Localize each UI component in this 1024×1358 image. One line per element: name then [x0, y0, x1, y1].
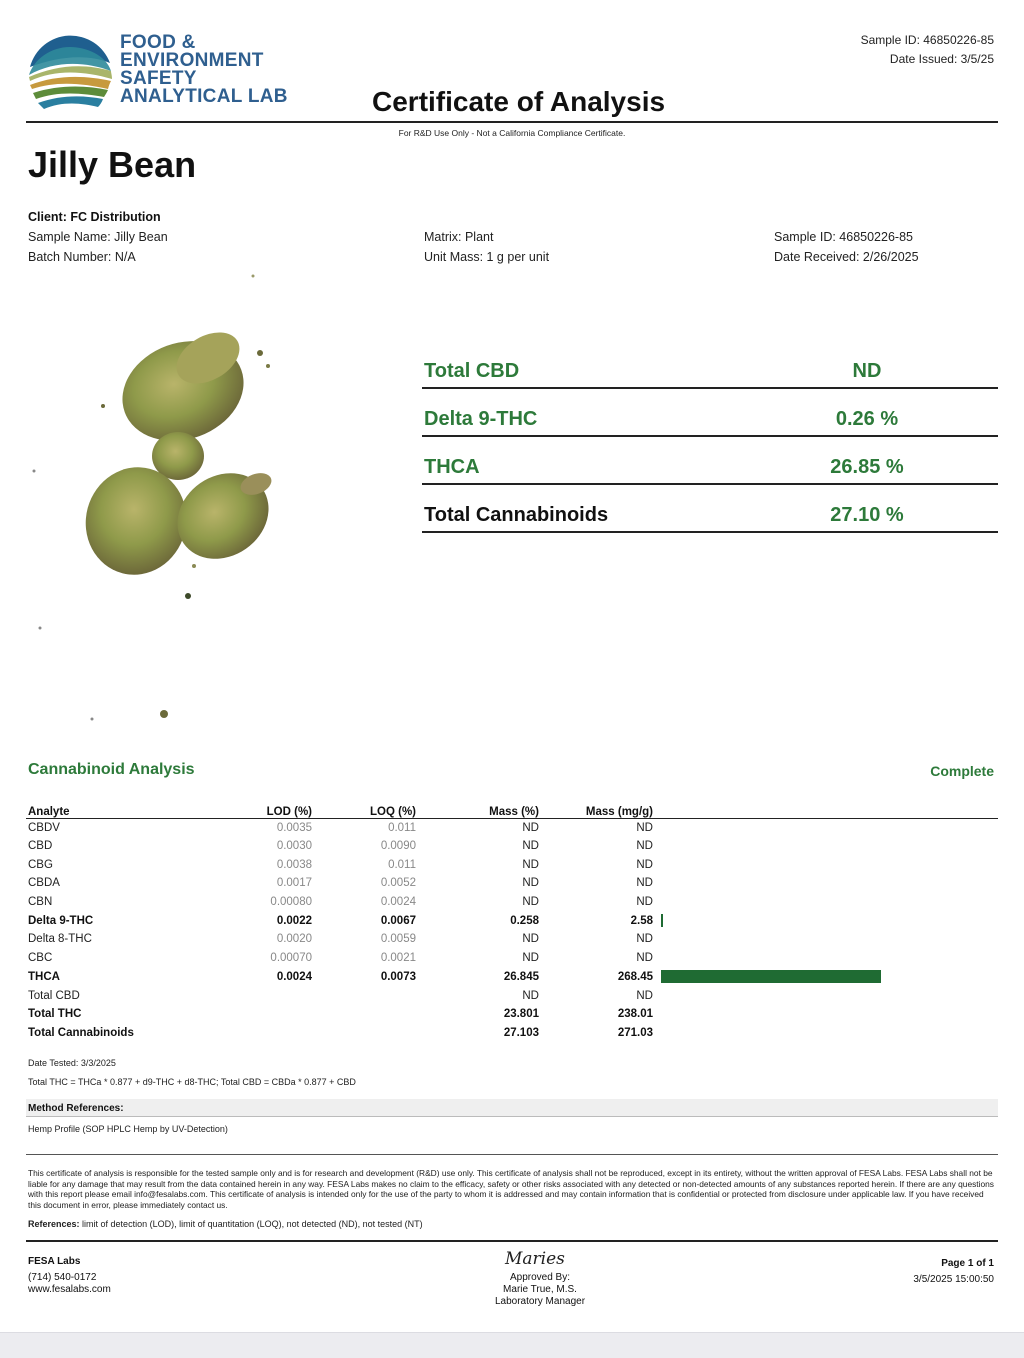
- bar-cell: [655, 818, 998, 837]
- bar-cell: [655, 911, 998, 930]
- page-info: [913, 1256, 994, 1288]
- header-divider: [26, 121, 998, 123]
- sample-name: Sample Name: Jilly Bean: [28, 230, 168, 244]
- analyte-cell: Delta 8-THC: [28, 933, 92, 946]
- mass-mg-cell: 271.03: [617, 1026, 653, 1039]
- summary-value: 27.10 %: [830, 504, 904, 526]
- summary-row-total-cannabinoids: [422, 485, 998, 533]
- summary-label: Total Cannabinoids: [424, 504, 609, 526]
- cannabinoid-table: [26, 801, 998, 1042]
- summary-row-delta9-thc: [422, 389, 998, 437]
- loq-cell: 0.0052: [380, 877, 416, 890]
- bar-cell: [655, 1005, 998, 1024]
- loq-cell: 0.0067: [380, 914, 416, 927]
- analyte-cell: CBDA: [28, 877, 60, 890]
- analyte-cell: Total THC: [28, 1008, 82, 1021]
- mass-pct-cell: ND: [522, 933, 539, 946]
- logo-line: FOOD &: [120, 32, 196, 53]
- references-label: References:: [28, 1219, 80, 1229]
- loq-cell: 0.011: [388, 821, 416, 834]
- loq-cell: [314, 986, 418, 1005]
- client-name: Client: FC Distribution: [28, 210, 161, 224]
- summary-label: Total CBD: [424, 360, 520, 382]
- bar-cell: [655, 855, 998, 874]
- lod-cell: 0.0024: [276, 970, 312, 983]
- lab-logo: [26, 27, 114, 117]
- mass-pct-cell: ND: [522, 952, 539, 965]
- table-row: [26, 911, 998, 930]
- mass-mg-cell: 238.01: [617, 1008, 653, 1021]
- table-header-row: [26, 801, 998, 818]
- table-row: [26, 949, 998, 968]
- lab-phone: (714) 540-0172: [28, 1272, 97, 1283]
- column-header: LOD (%): [252, 801, 314, 818]
- lod-cell: [252, 1024, 314, 1043]
- lod-cell: 0.0022: [276, 914, 312, 927]
- logo-line: ANALYTICAL LAB: [120, 86, 288, 107]
- column-header: LOQ (%): [314, 801, 418, 818]
- lod-cell: 0.0030: [276, 840, 312, 853]
- print-timestamp: 3/5/2025 15:00:50: [913, 1274, 994, 1285]
- table-row: [26, 893, 998, 912]
- lod-cell: 0.0035: [276, 821, 312, 834]
- column-header: Mass (mg/g): [541, 801, 655, 818]
- method-divider: [26, 1154, 998, 1155]
- lab-name: FESA Labs: [28, 1256, 81, 1267]
- analyte-cell: CBD: [28, 840, 53, 853]
- mass-pct-cell: ND: [522, 840, 539, 853]
- mass-mg-cell: ND: [636, 933, 653, 946]
- table-row: [26, 930, 998, 949]
- mass-pct-cell: ND: [522, 989, 539, 1002]
- mass-bar: [661, 970, 881, 983]
- bar-cell: [655, 949, 998, 968]
- viewer-bottom-band: [0, 1332, 1024, 1358]
- method-reference: Hemp Profile (SOP HPLC Hemp by UV-Detection): [28, 1124, 228, 1134]
- bar-cell: [655, 968, 998, 987]
- lod-cell: 0.00070: [270, 952, 312, 965]
- mass-mg-cell: ND: [636, 858, 653, 871]
- bar-cell: [655, 986, 998, 1005]
- matrix: Matrix: Plant: [424, 230, 494, 244]
- column-header: Analyte: [26, 801, 252, 818]
- header-sample-id: Sample ID: 46850226-85: [860, 33, 994, 47]
- bar-column-header: [655, 801, 998, 818]
- analyte-cell: CBDV: [28, 821, 60, 834]
- rd-use-note: For R&D Use Only - Not a California Compliance Certificate.: [398, 128, 626, 138]
- sample-id: Sample ID: 46850226-85: [774, 230, 913, 244]
- bar-cell: [655, 874, 998, 893]
- table-row: [26, 837, 998, 856]
- summary-label: THCA: [424, 456, 480, 478]
- mass-pct-cell: ND: [522, 896, 539, 909]
- matrix-info: [424, 227, 549, 267]
- table-row: [26, 855, 998, 874]
- sample-photo: [28, 266, 368, 736]
- unit-mass: Unit Mass: 1 g per unit: [424, 250, 550, 264]
- mass-pct-cell: ND: [522, 858, 539, 871]
- page-number: Page 1 of 1: [941, 1258, 994, 1269]
- loq-cell: 0.011: [388, 858, 416, 871]
- summary-label: Delta 9-THC: [424, 408, 538, 430]
- loq-cell: 0.0090: [380, 840, 416, 853]
- mass-mg-cell: ND: [636, 989, 653, 1002]
- mass-mg-cell: ND: [636, 840, 653, 853]
- lod-cell: 0.0017: [276, 877, 312, 890]
- status-label: Complete: [930, 763, 994, 779]
- loq-cell: 0.0021: [380, 952, 416, 965]
- mass-pct-cell: 0.258: [510, 914, 539, 927]
- table-row: [26, 986, 998, 1005]
- mass-mg-cell: ND: [636, 896, 653, 909]
- bar-cell: [655, 837, 998, 856]
- analyte-cell: CBG: [28, 858, 53, 871]
- analyte-cell: CBN: [28, 896, 53, 909]
- analyte-cell: CBC: [28, 952, 53, 965]
- approval-block: [440, 1272, 640, 1308]
- mass-pct-cell: 27.103: [503, 1026, 539, 1039]
- batch-number: Batch Number: N/A: [28, 250, 136, 264]
- approver-name: Marie True, M.S.: [503, 1284, 577, 1295]
- mass-mg-cell: 268.45: [617, 970, 653, 983]
- total-formula: Total THC = THCa * 0.877 + d9-THC + d8-THC; Total CBD = CBDa * 0.877 + CBD: [28, 1077, 356, 1087]
- strain-name: Jilly Bean: [28, 144, 197, 185]
- client-info: [28, 207, 168, 267]
- lab-logo-text: [120, 34, 288, 106]
- footer-divider: [26, 1240, 998, 1242]
- mass-pct-cell: 23.801: [503, 1008, 539, 1021]
- lod-cell: 0.00080: [270, 896, 312, 909]
- lod-cell: 0.0020: [276, 933, 312, 946]
- loq-cell: [314, 1024, 418, 1043]
- bar-cell: [655, 930, 998, 949]
- sample-info: [774, 227, 919, 267]
- bar-cell: [655, 893, 998, 912]
- loq-cell: [314, 1005, 418, 1024]
- references-text: limit of detection (LOD), limit of quantitation (LOQ), not detected (ND), not tested (NT): [82, 1219, 423, 1229]
- mass-mg-cell: ND: [636, 877, 653, 890]
- lod-cell: 0.0038: [276, 858, 312, 871]
- logo-line: SAFETY: [120, 68, 197, 89]
- bar-cell: [655, 1024, 998, 1043]
- loq-cell: 0.0059: [380, 933, 416, 946]
- analyte-cell: Delta 9-THC: [28, 914, 94, 927]
- mass-mg-cell: 2.58: [630, 914, 653, 927]
- table-row: [26, 1024, 998, 1043]
- table-row: [26, 818, 998, 837]
- summary-value: 26.85 %: [830, 456, 904, 478]
- lod-cell: [252, 1005, 314, 1024]
- summary-row-thca: [422, 437, 998, 485]
- method-references-header: Method References:: [26, 1099, 998, 1117]
- document-title: Certificate of Analysis: [372, 86, 666, 117]
- analyte-cell: THCA: [28, 970, 60, 983]
- mass-pct-cell: ND: [522, 821, 539, 834]
- approver-title: Laboratory Manager: [494, 1296, 586, 1307]
- mass-pct-cell: 26.845: [503, 970, 539, 983]
- signature: Maries: [505, 1249, 565, 1269]
- column-header: Mass (%): [418, 801, 541, 818]
- mass-mg-cell: ND: [636, 952, 653, 965]
- logo-line: ENVIRONMENT: [120, 50, 264, 71]
- table-row: [26, 874, 998, 893]
- date-received: Date Received: 2/26/2025: [774, 250, 919, 264]
- summary-value: 0.26 %: [835, 408, 899, 430]
- approved-by-label: Approved By:: [509, 1272, 571, 1283]
- lab-contact: [28, 1256, 111, 1296]
- header-meta: [861, 31, 994, 69]
- lod-cell: [252, 986, 314, 1005]
- mass-bar: [661, 914, 663, 927]
- table-row: [26, 1005, 998, 1024]
- mass-pct-cell: ND: [522, 877, 539, 890]
- analyte-cell: Total CBD: [28, 989, 80, 1002]
- date-tested: Date Tested: 3/3/2025: [28, 1058, 116, 1068]
- summary-value: ND: [852, 360, 882, 382]
- section-title: Cannabinoid Analysis: [28, 761, 195, 778]
- lab-website: www.fesalabs.com: [28, 1284, 111, 1295]
- header-date-issued: Date Issued: 3/5/25: [889, 52, 994, 66]
- disclaimer: This certificate of analysis is responsible for the tested sample only and is for research and development (R&D) use only. This certificate of analysis shall not be reproduced, except in its entirety, without the written approval of FESA Labs. FESA Labs shall not be liable for any damage that may result from the data contained herein in any way. FESA Labs makes no claim to the efficacy, safety or other risks associated with any detected or non-detected amounts of any substances reported herein. If there are any questions with this report please email info@fesalabs.com. This certificate of analysis is intended only for the use of the party to whom it is addressed and may contain information that is confidential or protected from disclosure under applicable law. If you have received this document in error, please immediately contact us.: [28, 1168, 994, 1210]
- analyte-cell: Total Cannabinoids: [28, 1026, 134, 1039]
- loq-cell: 0.0073: [380, 970, 416, 983]
- mass-mg-cell: ND: [636, 821, 653, 834]
- loq-cell: 0.0024: [380, 896, 416, 909]
- summary-row-total-cbd: [422, 341, 998, 389]
- references-note: [28, 1219, 423, 1229]
- table-row: [26, 968, 998, 987]
